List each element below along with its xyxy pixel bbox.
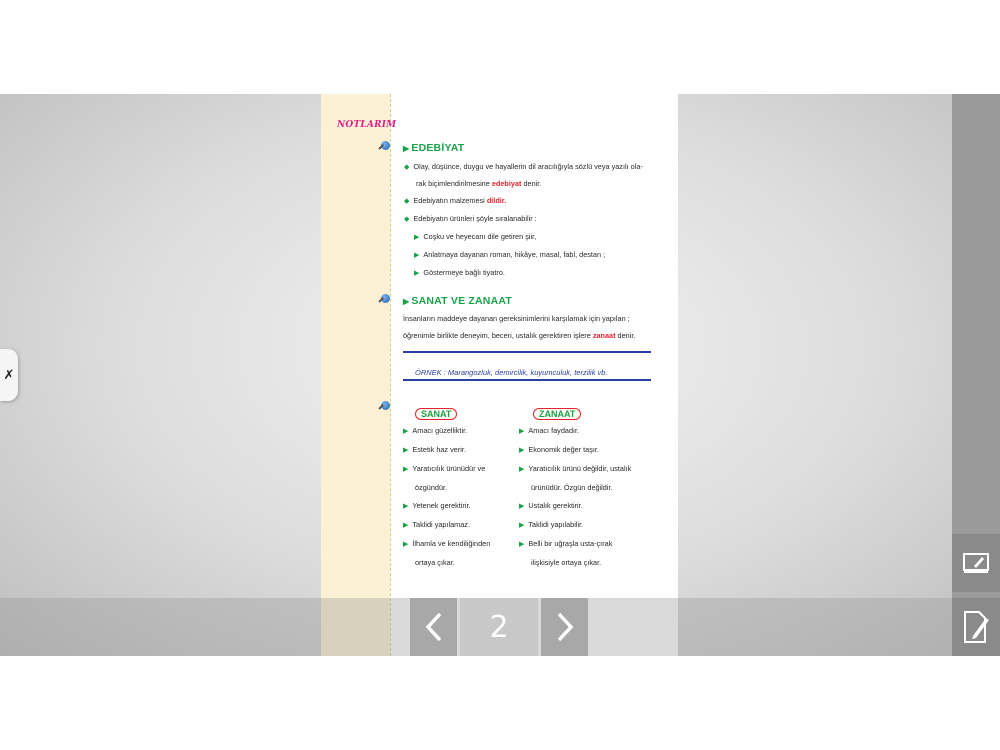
text-line: denir. — [521, 179, 542, 188]
list-item: Belli bir uğraşla usta-çırak — [528, 539, 613, 548]
book-page — [321, 94, 678, 656]
list-item: Anlatmaya dayanan roman, hikâye, masal, fabl, destan ; — [423, 250, 606, 259]
section-sanat-zanaat — [403, 295, 635, 341]
edebiyat-body: ◆ Olay, düşünce, duygu ve hayallerin dil aracılığıyla sözlü veya yazılı ola- rak biçimlendirilmesine edebiyat denir. ◆ Edebiyatın malzemesi dildir. ◆ Edebiyatın ürünleri şöyle sıralanabilir : ▶ Coşku ve heyecanı dile getiren şiir, ▶ Anlatmaya dayanan roman, hikâye, masal, fabl, destan ; ▶ Göstermeye bağlı tiyatro. — [404, 162, 643, 277]
highlight-term: dildir. — [486, 196, 507, 205]
zanaat-list: ▶ Amacı faydadır. ▶ Ekonomik değer taşır. ▶ Yaratıcılık ürünü değildir, ustalık ürünüdür. Özgün değildir. ▶ Ustalık gerektirir. ▶ Taklidi yapılabilir. ▶ Belli bir uğraşla usta-çırak ilişkisiyle ortaya çıkar. — [519, 425, 669, 568]
page-number[interactable]: 2 — [460, 598, 538, 656]
side-panel-toggle[interactable] — [0, 349, 18, 401]
list-item: Ekonomik değer taşır. — [528, 445, 599, 454]
viewer-stage — [0, 94, 1000, 656]
highlight-term: edebiyat — [491, 179, 522, 188]
sanat-column-title: SANAT — [415, 404, 457, 422]
edit-page-button[interactable] — [952, 598, 1000, 656]
text-line: Olay, düşünce, duygu ve hayallerin dil aracılığıyla sözlü veya yazılı ola- — [413, 162, 643, 171]
pushpin-icon — [378, 294, 390, 308]
pushpin-icon — [378, 401, 390, 415]
page-navigator — [410, 598, 588, 656]
chevron-right-icon — [556, 612, 574, 642]
list-item: Amacı faydadır. — [528, 426, 580, 435]
list-item: ilişkisiyle ortaya çıkar. — [531, 558, 602, 567]
list-item: Taklidi yapılabilir. — [528, 520, 584, 529]
sanat-list: ▶ Amacı güzelliktir. ▶ Estetik haz verir. ▶ Yaratıcılık ürünüdür ve özgündür. ▶ Yetenek gerektirir. ▶ Taklidi yapılamaz. ▶ İlhamla ve kendiliğinden ortaya çıkar. — [403, 425, 513, 568]
whiteboard-button[interactable] — [952, 534, 1000, 592]
text-line: öğrenimle birlikte deneyim, beceri, ustalık gerektiren işlere — [403, 331, 593, 340]
rule-line — [403, 379, 651, 381]
list-item: özgündür. — [415, 483, 448, 492]
list-item: Göstermeye bağlı tiyatro. — [423, 268, 505, 277]
list-item: Yetenek gerektirir. — [412, 501, 471, 510]
example-box: ÖRNEK : Marangozluk, demircilik, kuyumculuk, terzilik vb. — [415, 368, 608, 377]
margin-column — [321, 94, 390, 656]
tools-icon: ✗ — [3, 367, 15, 383]
margin-divider — [390, 94, 391, 656]
edit-page-icon — [962, 610, 990, 644]
highlight-term: zanaat — [592, 331, 616, 340]
rule-line — [403, 351, 651, 353]
list-item: İlhamla ve kendiliğinden — [412, 539, 491, 548]
pushpin-icon — [378, 141, 390, 155]
list-item: ortaya çıkar. — [415, 558, 455, 567]
list-item: Taklidi yapılamaz. — [412, 520, 470, 529]
section-edebiyat — [403, 142, 464, 154]
text-line: Edebiyatın malzemesi — [413, 196, 487, 205]
chevron-left-icon — [425, 612, 443, 642]
zanaat-column-title: ZANAAT — [533, 404, 581, 422]
text-line: İnsanların maddeye dayanan gereksinimlerini karşılamak için yapılan ; — [403, 314, 630, 323]
list-item: Yaratıcılık ürünü değildir, ustalık — [528, 464, 632, 473]
next-page-button[interactable] — [541, 598, 588, 656]
list-item: Ustalık gerektirir. — [528, 501, 583, 510]
margin-label: NOTLARIM — [337, 120, 397, 130]
prev-page-button[interactable] — [410, 598, 457, 656]
section-title: ▶ EDEBİYAT — [403, 142, 465, 154]
text-line: Edebiyatın ürünleri şöyle sıralanabilir : — [413, 214, 537, 223]
list-item: Estetik haz verir. — [412, 445, 466, 454]
list-item: Amacı güzelliktir. — [412, 426, 468, 435]
text-line: denir. — [615, 331, 636, 340]
list-item: Coşku ve heyecanı dile getiren şiir, — [423, 232, 537, 241]
section-title: ▶ SANAT VE ZANAAT — [403, 295, 512, 307]
list-item: ürünüdür. Özgün değildir. — [531, 483, 613, 492]
text-line: rak biçimlendirilmesine — [416, 179, 492, 188]
whiteboard-icon — [962, 551, 990, 575]
list-item: Yaratıcılık ürünüdür ve — [412, 464, 486, 473]
